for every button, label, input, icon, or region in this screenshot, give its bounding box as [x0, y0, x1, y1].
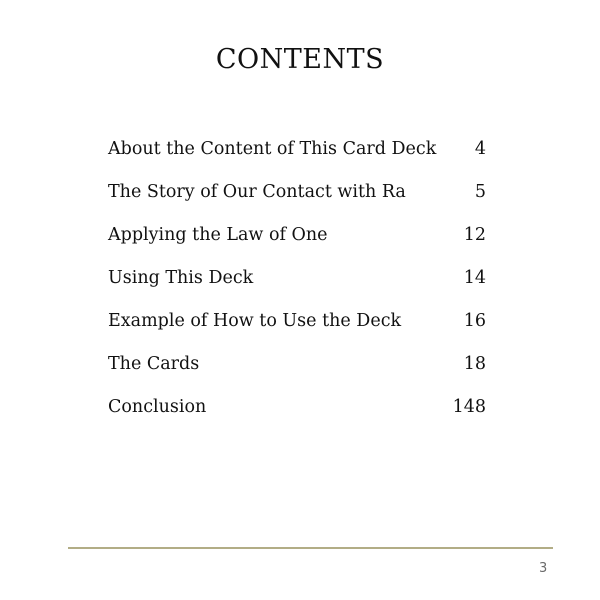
toc-entry-using-deck[interactable]	[108, 268, 486, 311]
page-title: CONTENTS	[215, 44, 385, 75]
toc-entry-page-number: 18	[463, 354, 486, 374]
toc-entry-page-number: 148	[452, 397, 486, 417]
toc-entry-title: Using This Deck	[108, 268, 254, 288]
footer-divider	[68, 547, 553, 549]
toc-entry-title: The Story of Our Contact with Ra	[108, 182, 406, 202]
toc-entry-title: Example of How to Use the Deck	[108, 311, 402, 331]
toc-entry-applying-law[interactable]	[108, 225, 486, 268]
page-number: 3	[539, 561, 548, 576]
toc-entry-about-content[interactable]	[108, 139, 486, 182]
toc-entry-story-of-contact[interactable]	[108, 182, 486, 225]
toc-entry-title: Applying the Law of One	[108, 225, 328, 245]
toc-entry-page-number: 16	[463, 311, 486, 331]
toc-entry-the-cards[interactable]	[108, 354, 486, 397]
toc-entry-title: The Cards	[108, 354, 200, 374]
toc-entry-page-number: 4	[474, 139, 486, 159]
toc-entry-conclusion[interactable]	[108, 397, 486, 440]
toc-entry-title: About the Content of This Card Deck	[108, 139, 437, 159]
table-of-contents	[108, 139, 486, 440]
toc-entry-example[interactable]	[108, 311, 486, 354]
toc-entry-page-number: 12	[463, 225, 486, 245]
toc-entry-title: Conclusion	[108, 397, 207, 417]
toc-entry-page-number: 5	[474, 182, 486, 202]
toc-entry-page-number: 14	[463, 268, 486, 288]
